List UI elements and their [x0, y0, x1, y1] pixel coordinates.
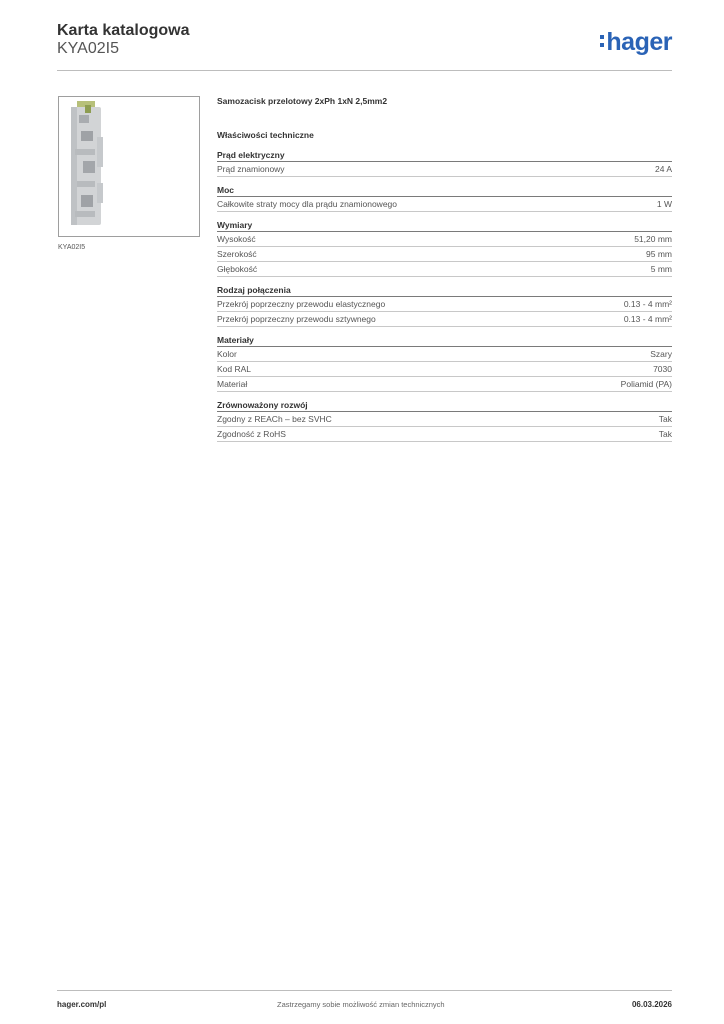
image-caption: KYA02I5: [58, 244, 86, 251]
spec-value: Tak: [658, 429, 672, 439]
page-header: [57, 20, 672, 71]
spec-label: Głębokość: [217, 264, 258, 274]
spec-group-title: Materiały: [217, 335, 672, 347]
logo-text: hager: [606, 28, 672, 56]
spec-group-title: Moc: [217, 185, 672, 197]
spec-label: Kolor: [217, 349, 237, 359]
footer-website-link[interactable]: hager.com/pl: [57, 1000, 107, 1009]
spec-value: 0.13 - 4 mm²: [623, 299, 672, 309]
spec-group: [217, 185, 672, 212]
hager-logo: [600, 28, 672, 57]
spec-label: Prąd znamionowy: [217, 164, 285, 174]
footer-disclaimer: Zastrzegamy sobie możliwość zmian technicznych: [277, 1000, 445, 1009]
spec-value: 95 mm: [646, 249, 672, 259]
logo-colon-icon: [600, 32, 606, 50]
product-image: [58, 96, 200, 237]
spec-label: Zgodność z RoHS: [217, 429, 286, 439]
spec-group-title: Zrównoważony rozwój: [217, 400, 672, 412]
spec-row: [217, 412, 672, 427]
spec-group: [217, 150, 672, 177]
spec-label: Wysokość: [217, 234, 256, 244]
spec-label: Kod RAL: [217, 364, 252, 374]
specifications: [217, 96, 672, 450]
spec-group: [217, 285, 672, 327]
spec-value: 0.13 - 4 mm²: [623, 314, 672, 324]
spec-row: [217, 297, 672, 312]
spec-label: Materiał: [217, 379, 248, 389]
spec-group-title: Prąd elektryczny: [217, 150, 672, 162]
document-title: Karta katalogowa: [57, 22, 190, 39]
spec-value: 5 mm: [650, 264, 672, 274]
spec-value: 1 W: [656, 199, 672, 209]
spec-value: 51,20 mm: [634, 234, 672, 244]
spec-row: [217, 362, 672, 377]
spec-row: [217, 377, 672, 392]
spec-row: [217, 427, 672, 442]
section-title: Właściwości techniczne: [217, 130, 314, 140]
spec-group-title: Wymiary: [217, 220, 672, 232]
spec-row: [217, 312, 672, 327]
spec-row: [217, 232, 672, 247]
spec-group: [217, 220, 672, 277]
terminal-block-icon: [59, 97, 199, 236]
spec-value: Poliamid (PA): [620, 379, 672, 389]
footer-date: 06.03.2026: [631, 1000, 672, 1009]
spec-label: Zgodny z REACh – bez SVHC: [217, 414, 332, 424]
spec-row: [217, 262, 672, 277]
page-footer: [57, 990, 672, 1015]
spec-row: [217, 247, 672, 262]
spec-group: [217, 335, 672, 392]
spec-label: Szerokość: [217, 249, 257, 259]
spec-row: [217, 347, 672, 362]
spec-value: 7030: [653, 364, 672, 374]
spec-label: Przekrój poprzeczny przewodu sztywnego: [217, 314, 376, 324]
spec-row: [217, 197, 672, 212]
spec-label: Całkowite straty mocy dla prądu znamionowego: [217, 199, 398, 209]
spec-group-title: Rodzaj połączenia: [217, 285, 672, 297]
product-code: KYA02I5: [57, 40, 119, 57]
spec-value: Szary: [650, 349, 672, 359]
spec-group: [217, 400, 672, 442]
product-description: Samozacisk przelotowy 2xPh 1xN 2,5mm2: [217, 96, 388, 106]
spec-value: Tak: [658, 414, 672, 424]
spec-label: Przekrój poprzeczny przewodu elastycznego: [217, 299, 386, 309]
spec-value: 24 A: [654, 164, 672, 174]
spec-row: [217, 162, 672, 177]
